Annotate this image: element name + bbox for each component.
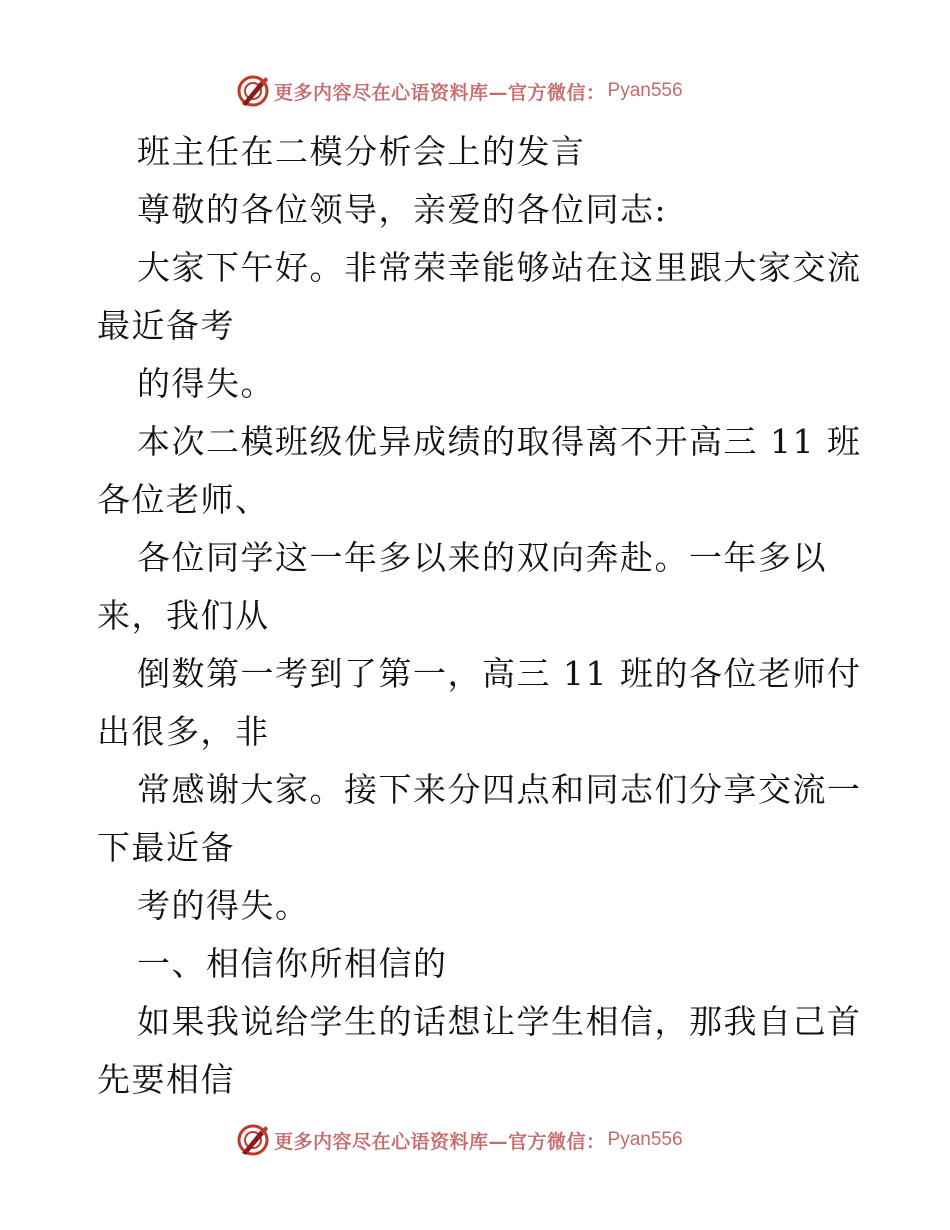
text-line: 常感谢大家。接下来分四点和同志们分享交流一: [137, 770, 862, 809]
text-line: 来，我们从: [97, 596, 270, 635]
text-line: 出很多，非: [97, 712, 270, 751]
text-line: 本次二模班级优异成绩的取得离不开高三 11 班: [137, 422, 862, 461]
text-line: 尊敬的各位领导，亲爱的各位同志:: [137, 190, 668, 229]
text-line: 倒数第一考到了第一，高三 11 班的各位老师付: [137, 654, 862, 693]
text-line: 一、相信你所相信的: [137, 944, 448, 983]
watermark-wechat-id: Pyan556: [607, 1129, 683, 1150]
text-line: 先要相信: [97, 1060, 235, 1099]
text-line: 的得失。: [137, 364, 275, 403]
watermark-text: 更多内容尽在心语资料库—官方微信：: [274, 81, 606, 104]
text-line: 如果我说给学生的话想让学生相信，那我自己首: [137, 1002, 862, 1041]
header-watermark: [236, 73, 683, 109]
pen-logo-icon: [236, 1123, 270, 1157]
text-line: 班主任在二模分析会上的发言: [137, 132, 586, 171]
document-body: [97, 123, 862, 1109]
text-line: 各位老师、: [97, 480, 270, 519]
text-line: 下最近备: [97, 828, 235, 867]
watermark-text: 更多内容尽在心语资料库—官方微信：: [274, 1130, 606, 1153]
watermark-wechat-id: Pyan556: [607, 80, 683, 101]
text-line: 考的得失。: [137, 886, 310, 925]
pen-logo-icon: [236, 74, 270, 108]
text-line: 最近备考: [97, 306, 235, 345]
footer-watermark: [236, 1122, 683, 1158]
text-line: 大家下午好。非常荣幸能够站在这里跟大家交流: [137, 248, 862, 287]
text-line: 各位同学这一年多以来的双向奔赴。一年多以: [137, 538, 827, 577]
